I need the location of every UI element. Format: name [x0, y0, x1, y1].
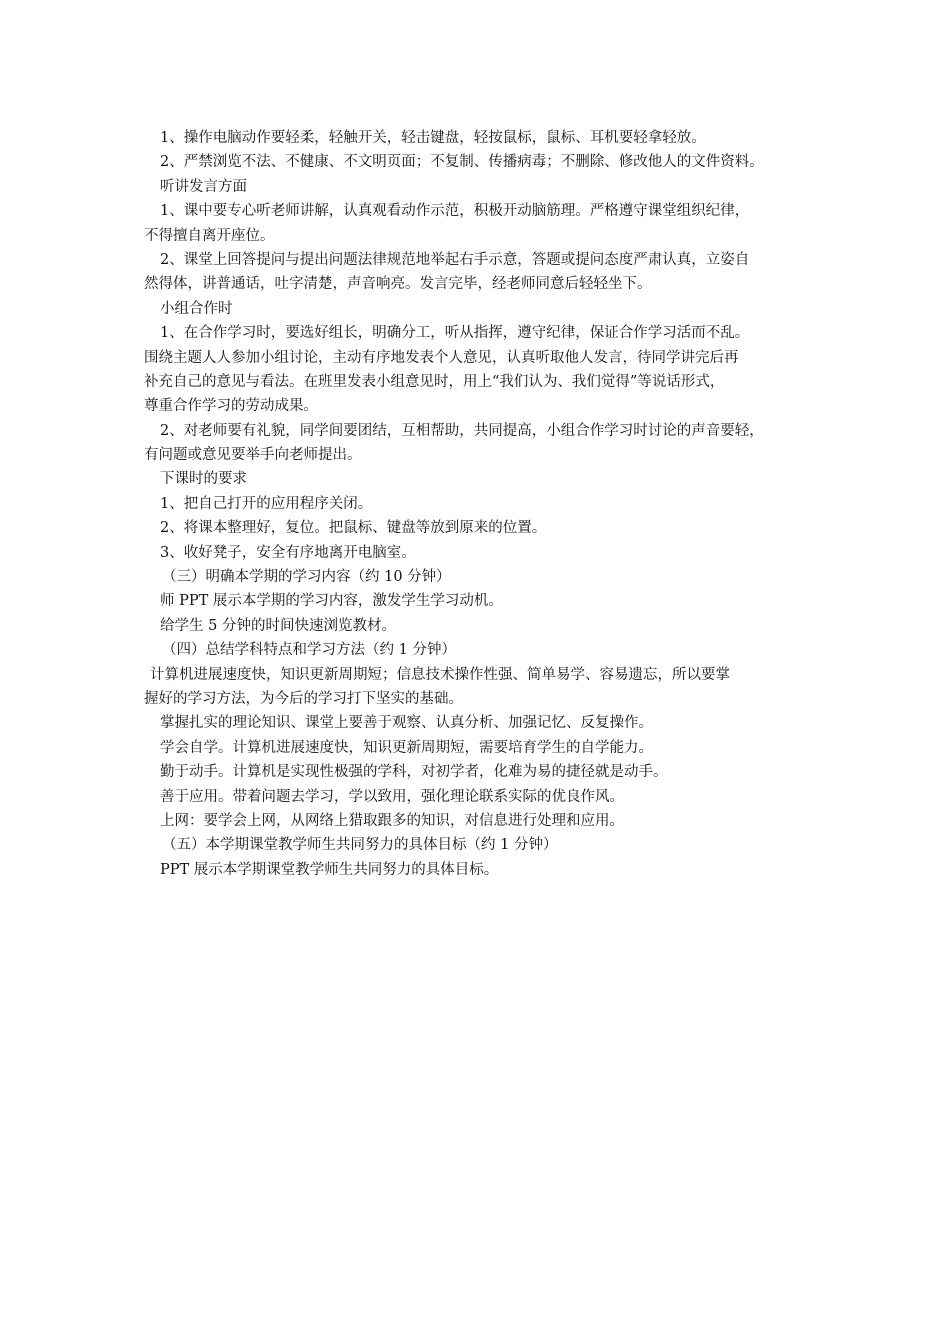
text-line: 2、课堂上回答提问与提出问题法律规范地举起右手示意，答题或提问态度严肃认真，立姿自	[160, 251, 750, 268]
text-line: 上网：要学会上网，从网络上猎取跟多的知识，对信息进行处理和应用。	[160, 812, 624, 829]
text-line: 有问题或意见要举手向老师提出。	[144, 447, 362, 464]
text-line: 2、将课本整理好，复位。把鼠标、键盘等放到原来的位置。	[160, 520, 547, 537]
text-line: PPT 展示本学期课堂教学师生共同努力的具体目标。	[160, 861, 499, 878]
text-line: 不得擅自离开座位。	[144, 227, 275, 244]
text-line: 善于应用。带着问题去学习，学以致用，强化理论联系实际的优良作风。	[160, 788, 624, 805]
section-heading: （三）明确本学期的学习内容（约 10 分钟）	[162, 569, 451, 586]
text-line: 1、在合作学习时，要选好组长，明确分工，听从指挥，遵守纪律，保证合作学习活而不乱。	[160, 325, 750, 342]
section-heading: 小组合作时	[160, 300, 233, 317]
text-line: 计算机进展速度快，知识更新周期短；信息技术操作性强、简单易学、容易遗忘，所以要掌	[150, 666, 730, 683]
text-line: 1、课中要专心听老师讲解，认真观看动作示范，积极开动脑筋理。严格遵守课堂组织纪律，	[160, 203, 750, 220]
text-line: 2、对老师要有礼貌，同学间要团结，互相帮助，共同提高，小组合作学习时讨论的声音要轻，	[160, 422, 764, 439]
section-heading: （五）本学期课堂教学师生共同努力的具体目标（约 1 分钟）	[162, 837, 558, 854]
text-line: 2、严禁浏览不法、不健康、不文明页面；不复制、传播病毒；不删除、修改他人的文件资料。	[160, 154, 764, 171]
section-heading: 下课时的要求	[160, 471, 247, 488]
text-line: 给学生 5 分钟的时间快速浏览教材。	[160, 617, 396, 634]
text-line: 补充自己的意见与看法。在班里发表小组意见时，用上“我们认为、我们觉得”等说话形式，	[144, 373, 725, 390]
text-line: 1、把自己打开的应用程序关闭。	[160, 495, 373, 512]
text-line: 1、操作电脑动作要轻柔，轻触开关，轻击键盘，轻按鼠标，鼠标、耳机要轻拿轻放。	[160, 130, 706, 146]
text-line: 勤于动手。计算机是实现性极强的学科，对初学者，化难为易的捷径就是动手。	[160, 764, 668, 781]
text-line: 握好的学习方法，为今后的学习打下坚实的基础。	[144, 690, 463, 707]
text-line: 围绕主题人人参加小组讨论，主动有序地发表个人意见，认真听取他人发言，待同学讲完后再	[144, 349, 739, 366]
text-line: 学会自学。计算机进展速度快，知识更新周期短，需要培育学生的自学能力。	[160, 739, 653, 756]
document-body	[144, 126, 834, 882]
section-heading: 听讲发言方面	[160, 178, 247, 195]
text-line: 然得体，讲普通话，吐字清楚，声音响亮。发言完毕，经老师同意后轻轻坐下。	[144, 276, 652, 293]
text-line: 尊重合作学习的劳动成果。	[144, 398, 318, 415]
section-heading: （四）总结学科特点和学习方法（约 1 分钟）	[162, 642, 456, 659]
text-line: 掌握扎实的理论知识、课堂上要善于观察、认真分析、加强记忆、反复操作。	[160, 715, 653, 732]
text-line: 3、收好凳子，安全有序地离开电脑室。	[160, 544, 416, 561]
text-line: 师 PPT 展示本学期的学习内容，激发学生学习动机。	[160, 593, 503, 610]
